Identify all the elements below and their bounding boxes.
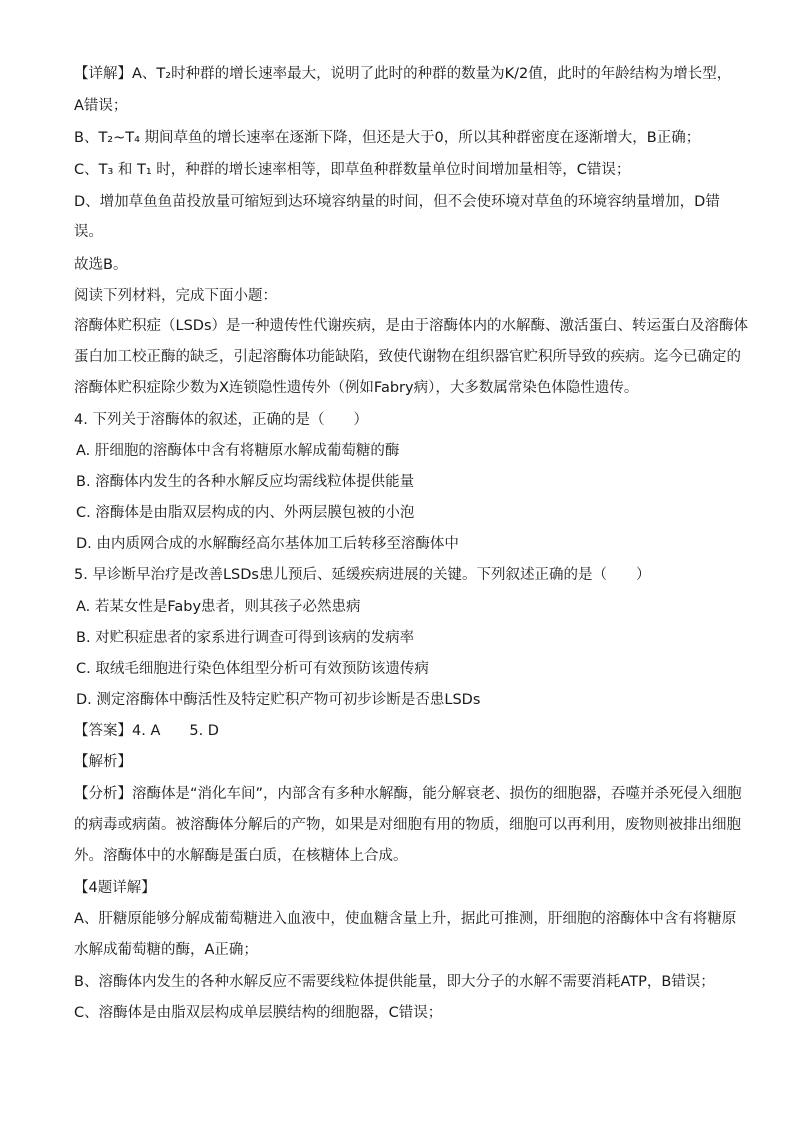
option-c: C. 取绒毛细胞进行染色体组型分析可有效预防该遗传病 xyxy=(76,661,429,677)
text-line: 阅读下列材料，完成下面小题： xyxy=(74,288,277,304)
text-line: 误。 xyxy=(74,224,103,240)
option-d: D. 测定溶酶体中酶活性及特定贮积产物可初步诊断是否患LSDs xyxy=(76,692,481,708)
text-line: 【分析】溶酶体是“消化车间”，内部含有多种水解酶，能分解衰老、损伤的细胞器，吞噬并杀死侵入细胞 xyxy=(74,786,742,802)
question-stem: 4. 下列关于溶酶体的叙述，正确的是（ ） xyxy=(74,412,368,428)
option-b: B. 溶酶体内发生的各种水解反应均需线粒体提供能量 xyxy=(76,474,415,490)
text-line: 溶酶体贮积症（LSDs）是一种遗传性代谢疾病，是由于溶酶体内的水解酶、激活蛋白、转运蛋白及溶酶体 xyxy=(74,318,748,334)
text-line: A、肝糖原能够分解成葡萄糖进入血液中，使血糖含量上升，据此可推测，肝细胞的溶酶体中含有将糖原 xyxy=(74,911,737,927)
option-c: C. 溶酶体是由脂双层构成的内、外两层膜包被的小泡 xyxy=(76,505,415,521)
option-a: A. 肝细胞的溶酶体中含有将糖原水解成葡萄糖的酶 xyxy=(76,443,400,459)
text-line: A错误； xyxy=(74,98,128,114)
text-line: 故选B。 xyxy=(74,257,128,273)
text-line: 溶酶体贮积症除少数为X连锁隐性遗传外（例如Fabry病），大多数属常染色体隐性遗传。 xyxy=(74,380,639,396)
answer-line: 【答案】4. A 5. D xyxy=(74,723,219,739)
option-a: A. 若某女性是Faby患者，则其孩子必然患病 xyxy=(76,599,361,615)
text-line: 【详解】A、T₂时种群的增长速率最大，说明了此时的种群的数量为K/2值，此时的年龄结构为增长型， xyxy=(74,66,732,82)
section-heading: 【4题详解】 xyxy=(74,880,156,896)
text-line: 水解成葡萄糖的酶，A正确； xyxy=(74,942,258,958)
text-line: 的病毒或病菌。被溶酶体分解后的产物，如果是对细胞有用的物质，细胞可以再利用，废物则被排出细胞 xyxy=(74,817,741,833)
text-line: 外。溶酶体中的水解酶是蛋白质，在核糖体上合成。 xyxy=(74,848,408,864)
option-d: D. 由内质网合成的水解酶经高尔基体加工后转移至溶酶体中 xyxy=(76,536,459,552)
text-line: D、增加草鱼鱼苗投放量可缩短到达环境容纳量的时间，但不会使环境对草鱼的环境容纳量增加，D错 xyxy=(74,194,720,210)
question-stem: 5. 早诊断早治疗是改善LSDs患儿预后、延缓疾病进展的关键。下列叙述正确的是（ ） xyxy=(74,567,651,583)
analysis-heading: 【解析】 xyxy=(74,754,132,770)
text-line: 蛋白加工校正酶的缺乏，引起溶酶体功能缺陷，致使代谢物在组织器官贮积所导致的疾病。迄今已确定的 xyxy=(74,349,741,365)
text-line: C、T₃ 和 T₁ 时，种群的增长速率相等，即草鱼种群数量单位时间增加量相等，C错误； xyxy=(74,162,631,178)
text-line: B、T₂~T₄ 期间草鱼的增长速率在逐渐下降，但还是大于0，所以其种群密度在逐渐增大，B正确； xyxy=(74,130,701,146)
text-line: B、溶酶体内发生的各种水解反应不需要线粒体提供能量，即大分子的水解不需要消耗ATP，B错误； xyxy=(74,974,715,990)
option-b: B. 对贮积症患者的家系进行调查可得到该病的发病率 xyxy=(76,630,415,646)
text-line: C、溶酶体是由脂双层构成单层膜结构的细胞器，C错误； xyxy=(74,1005,443,1021)
